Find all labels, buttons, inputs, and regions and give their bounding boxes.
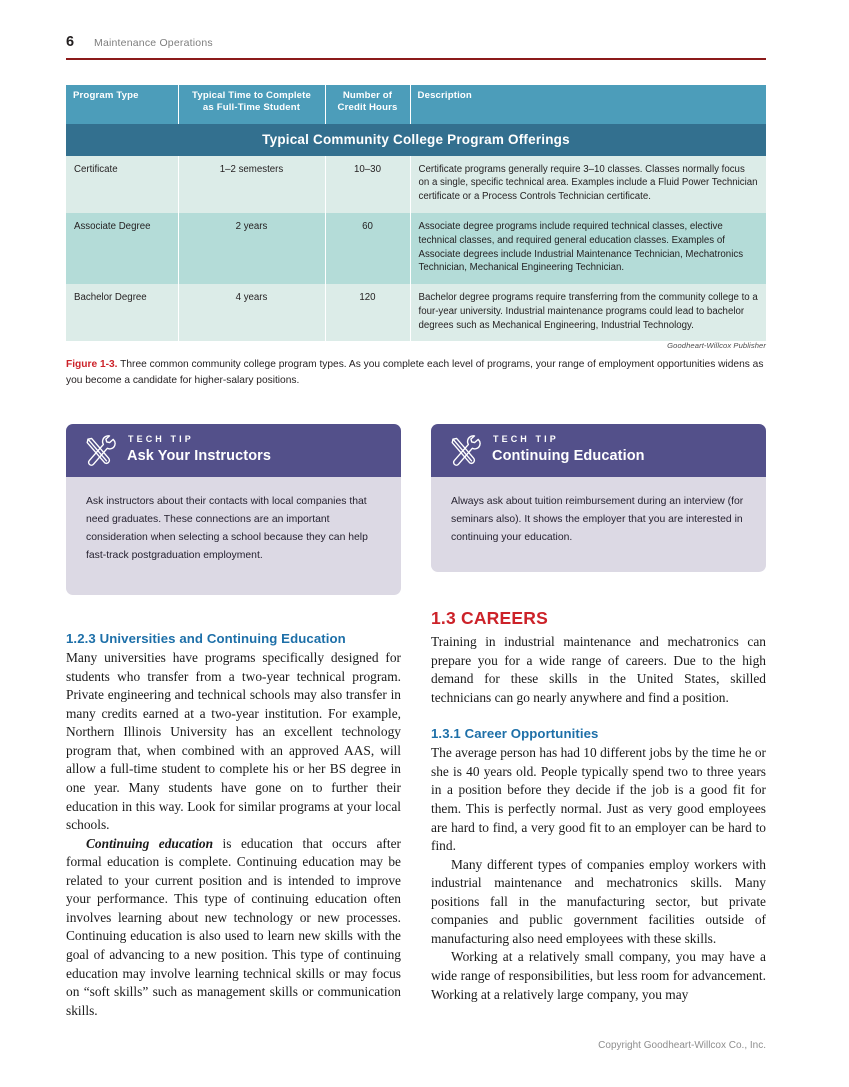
cell-credit-hours: 60: [325, 213, 410, 284]
cell-description: Associate degree programs include required technical classes, elective technical classes, and required general education classes. Examples of Associate degrees include Industrial Maintenance Technician, Mechatronics Technician, Mechanical Engineering Technician.: [410, 213, 766, 284]
figure-caption-label: Figure 1-3.: [66, 359, 118, 370]
tech-tip-kicker: TECH TIP: [128, 434, 194, 444]
table-row: [66, 156, 766, 213]
cell-program-type: Associate Degree: [66, 213, 178, 284]
column-header-program-type: Program Type: [66, 85, 178, 124]
table-column-headers: [66, 85, 766, 124]
table-row: [66, 213, 766, 284]
wrench-screwdriver-icon: [84, 434, 118, 468]
table-header-row: [66, 85, 766, 124]
figure-caption: [66, 357, 766, 389]
heading-1-3-careers: 1.3 CAREERS: [431, 608, 548, 628]
key-term-continuing-education: Continuing education: [86, 835, 214, 851]
cell-time-to-complete: 4 years: [178, 284, 325, 341]
left-paragraph-1: Many universities have programs specifically designed for students who transfer from a two-year technical program. Private engineering and technical schools may also transfer in many credits earned at a two-year institution. For example, Northern Illinois University has an excellent technology program that, when combined with an approved AAS, will allow a full-time student to complete his or her BS degree in one year. Many students have gone on to further their education in this way. Look for similar programs at your local schools.: [66, 650, 401, 833]
tech-tip-header-continuing-education: [431, 424, 766, 477]
tech-tip-kicker: TECH TIP: [493, 434, 559, 444]
tech-tip-body-text: Ask instructors about their contacts with local companies that need graduates. These connections are an important consideration when selecting a school because they can help fast-track postgraduation employment.: [86, 496, 368, 561]
right-paragraph-intro: Training in industrial maintenance and mechatronics can prepare you for a wide range of careers. Due to the high demand for these skills in the United States, skilled technicians can go nearly anywhere and find a position.: [431, 634, 766, 705]
left-paragraph-2: [66, 835, 401, 1021]
right-text-column: [431, 608, 766, 1004]
column-header-time-to-complete: [178, 85, 325, 124]
column-header-credits-line2: Credit Hours: [337, 102, 398, 114]
cell-description: Certificate programs generally require 3–10 classes. Classes normally focus on a single, specific technical area. Examples include a Fluid Power Technician certificate or a Process Controls Technician certificate.: [410, 156, 766, 213]
running-head-rule: [66, 58, 766, 60]
right-paragraph-3: Working at a relatively small company, you may have a wide range of responsibilities, but less room for advancement. Working at a relatively large company, you may: [431, 949, 766, 1002]
column-header-time-line2: as Full-Time Student: [202, 102, 301, 114]
program-offerings-table-wrapper: [66, 85, 766, 341]
table-title-row: [66, 124, 766, 156]
running-head: [66, 34, 766, 60]
tech-tip-header-ask-your-instructors: [66, 424, 401, 477]
cell-program-type: Bachelor Degree: [66, 284, 178, 341]
page-number: 6: [66, 34, 75, 50]
column-header-time-line1: Typical Time to Complete: [192, 90, 311, 101]
column-header-credit-hours: [325, 85, 410, 124]
left-paragraph-2-text: is education that occurs after formal education is complete. Continuing education may be related to your current position and is intended to improve your performance. This type of continuing education often involves learning about new technology or new processes. Continuing education is also used to learn new skills with the goal of advancing to a new position. This type of continuing education may involve learning technical skills or may focus on “soft skills” such as management skills or communication skills.: [66, 835, 401, 1018]
column-header-credits-line1: Number of: [342, 90, 393, 101]
tech-tip-heading: Ask Your Instructors: [127, 448, 272, 464]
table-body: [66, 156, 766, 342]
tech-tip-body-ask-your-instructors: [66, 477, 401, 595]
table-title: Typical Community College Program Offerings: [66, 124, 766, 156]
cell-credit-hours: 120: [325, 284, 410, 341]
table-row: [66, 284, 766, 341]
tech-tip-body-continuing-education: [431, 477, 766, 572]
cell-credit-hours: 10–30: [325, 156, 410, 213]
tech-tip-body-text: Always ask about tuition reimbursement during an interview (for seminars also). It shows the employer that you are interested in continuing your education.: [451, 496, 744, 543]
wrench-screwdriver-icon: [449, 434, 483, 468]
cell-description: Bachelor degree programs require transferring from the community college to a four-year university. Industrial maintenance programs could lead to bachelor degrees such as Mechanical Engineering, Industrial Technology.: [410, 284, 766, 341]
cell-program-type: Certificate: [66, 156, 178, 213]
heading-1-2-3: 1.2.3 Universities and Continuing Education: [66, 631, 346, 646]
column-header-description: Description: [410, 85, 766, 124]
figure-caption-text: Three common community college program types. As you complete each level of programs, your range of employment opportunities widens as you become a candidate for higher-salary positions.: [66, 359, 764, 386]
cell-time-to-complete: 2 years: [178, 213, 325, 284]
right-paragraph-1: The average person has had 10 different jobs by the time he or she is 40 years old. People typically spend two to three years in a position before they decide if the job is a good fit for them. This is perfectly normal. Just as very good employees are hard to find, a very good fit to an employer can be hard to find.: [431, 745, 766, 854]
table-credit-line: Goodheart-Willcox Publisher: [667, 341, 766, 350]
running-head-title: Maintenance Operations: [94, 37, 213, 49]
tech-tip-heading: Continuing Education: [492, 448, 645, 464]
heading-1-3-1: 1.3.1 Career Opportunities: [431, 726, 599, 742]
cell-time-to-complete: 1–2 semesters: [178, 156, 325, 213]
left-text-column: [66, 631, 401, 1020]
footer-copyright: Copyright Goodheart-Willcox Co., Inc.: [598, 1040, 766, 1051]
program-offerings-table: [66, 85, 766, 341]
right-paragraph-2: Many different types of companies employ workers with industrial maintenance and mechatronics skills. Many positions fall in the manufacturing sector, but private companies and public government facilities outside of manufacturing also need employees with these skills.: [431, 856, 766, 946]
